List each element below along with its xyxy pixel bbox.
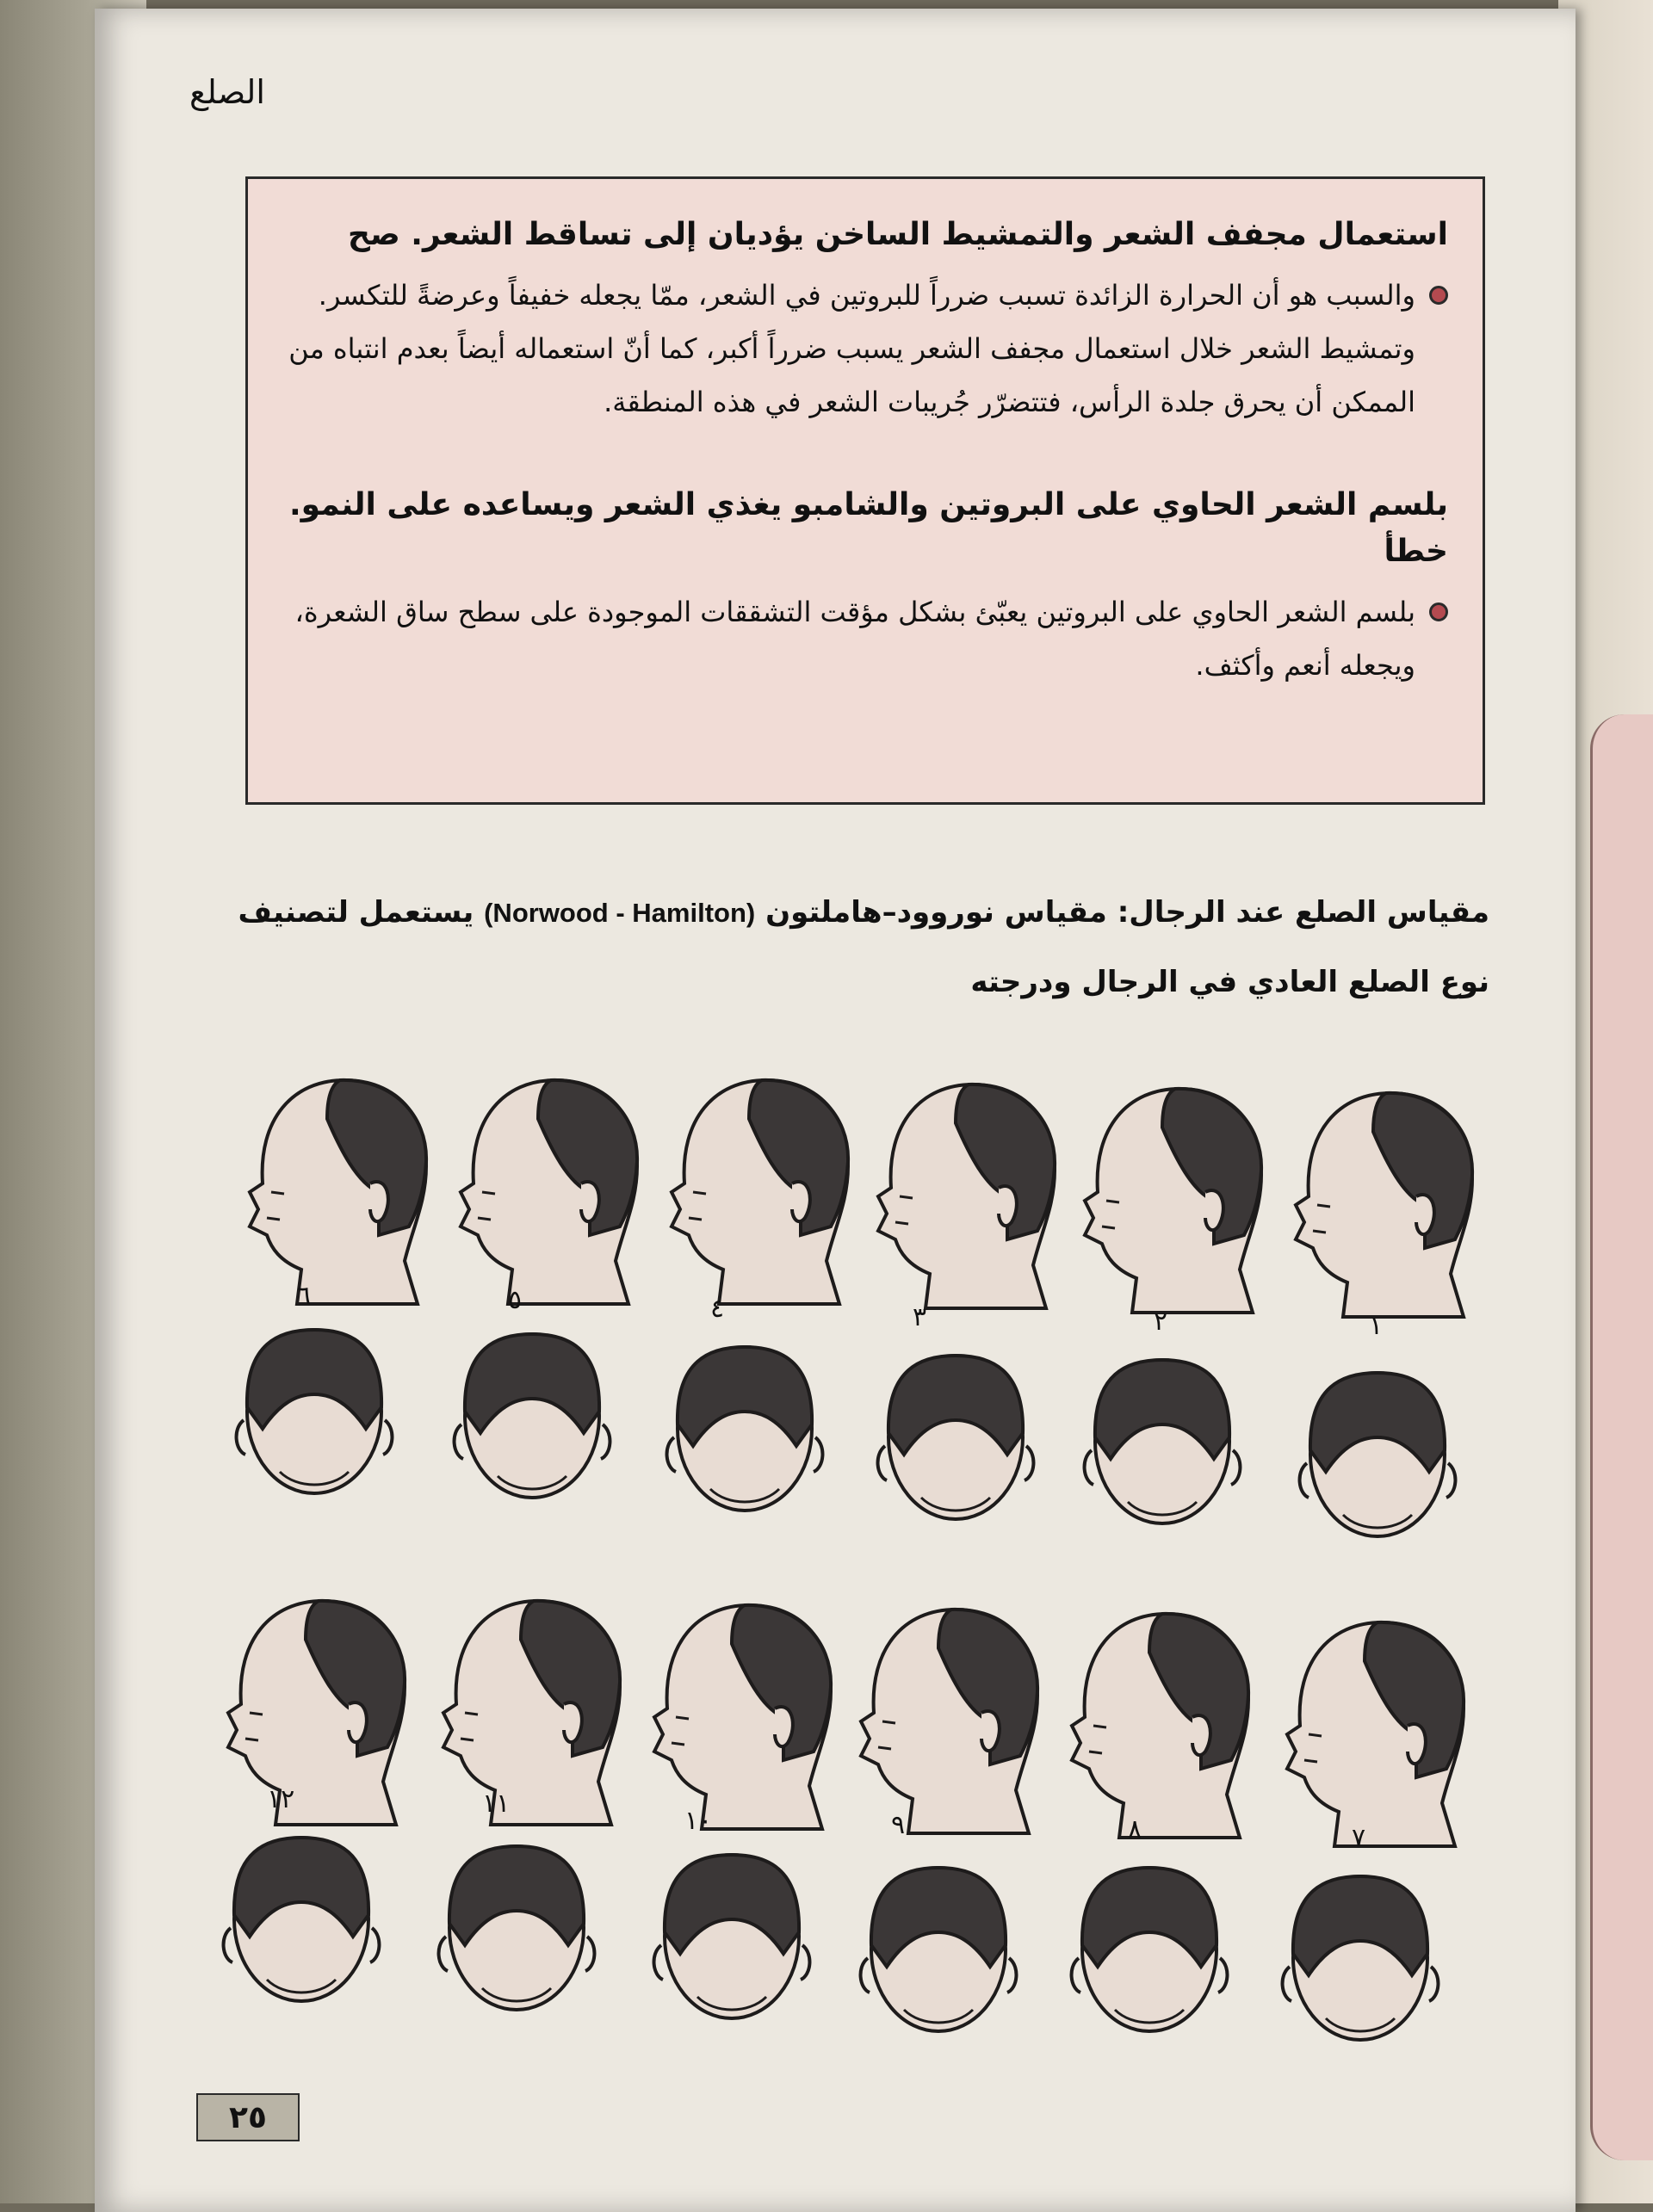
question-2-explanation: بلسم الشعر الحاوي على البروتين يعبّئ بشكل مؤقت التشققات الموجودة على سطح ساق الشعرة، ويجعله أنعم وأكثف. [294,596,1415,682]
stage-number: ٤ [710,1294,725,1324]
stage-number: ٣ [913,1302,927,1332]
stage-3-top-head [878,1356,1034,1519]
stage-4-top-head [667,1347,823,1511]
stage-5-top-head [455,1334,610,1498]
stage-8-side-head [1072,1614,1248,1838]
stage-2-top-head [1085,1360,1241,1523]
stage-9-side-head [861,1610,1037,1833]
stage-6-top-head [237,1330,393,1493]
stage-10-side-head [654,1605,831,1829]
caption-part-1: مقياس الصلع عند الرجال: مقياس نوروود–هاملتون [765,895,1489,930]
question-1-verdict: صح [348,217,400,252]
stage-8-top-head [1072,1868,1228,2031]
question-1-text: استعمال مجفف الشعر والتمشيط الساخن يؤديان إلى تساقط الشعر. [411,217,1448,252]
caption-latin: (Norwood - Hamilton) [484,898,756,928]
stage-2-side-head [1085,1089,1261,1313]
stage-number: ٢ [1154,1307,1168,1337]
stage-12-top-head [224,1838,380,2001]
stage-10-top-head [654,1855,810,2018]
stage-3-side-head [878,1084,1055,1308]
question-1-explanation: والسبب هو أن الحرارة الزائدة تسبب ضرراً للبروتين في الشعر، ممّا يجعله خفيفاً وعرضةً للتكسر. وتمشيط الشعر خلال استعمال مجفف الشعر يسبب ضرراً أكبر، كما أنّ استعماله أيضاً بعدم انتباه من الممكن أن يحرق جلدة الرأس، فتتضرّر جُريبات الشعر في هذه المنطقة. [288,279,1415,418]
stage-5-side-head [461,1080,637,1304]
stage-number: ٧ [1352,1823,1366,1853]
stage-number: ٥ [508,1285,523,1315]
stage-9-top-head [861,1868,1017,2031]
stage-number: ١ [1369,1311,1384,1341]
caption-part-2: يستعمل لتصنيف نوع الصلع العادي في الرجال ودرجته [238,895,1489,999]
stage-11-top-head [439,1846,595,2010]
stage-12-side-head [228,1601,405,1825]
question-2-verdict: خطأ [1384,534,1448,569]
stage-number: ٩ [891,1810,906,1840]
row-2-top-views [237,1330,1456,1536]
stage-1-top-head [1300,1373,1456,1536]
stage-7-top-head [1283,1876,1439,2040]
stage-number: ١٠ [684,1806,713,1836]
row-1-side-views [250,1080,1472,1317]
stage-6-side-head [250,1080,426,1304]
stage-7-side-head [1287,1622,1464,1846]
page-number: ٢٥ [196,2093,300,2141]
stage-1-side-head [1296,1093,1472,1317]
row-4-top-views [224,1838,1439,2040]
row-3-side-views [228,1601,1464,1846]
stage-number: ٨ [1128,1814,1142,1844]
stage-number: ٦ [297,1281,312,1311]
question-2-text: بلسم الشعر الحاوي على البروتين والشامبو يغذي الشعر ويساعده على النمو. [288,487,1448,522]
stage-4-side-head [672,1080,848,1304]
stage-number: ١١ [482,1789,511,1819]
running-head: الصلع [189,73,265,111]
stage-11-side-head [443,1601,620,1825]
stage-number: ١٢ [267,1784,295,1814]
